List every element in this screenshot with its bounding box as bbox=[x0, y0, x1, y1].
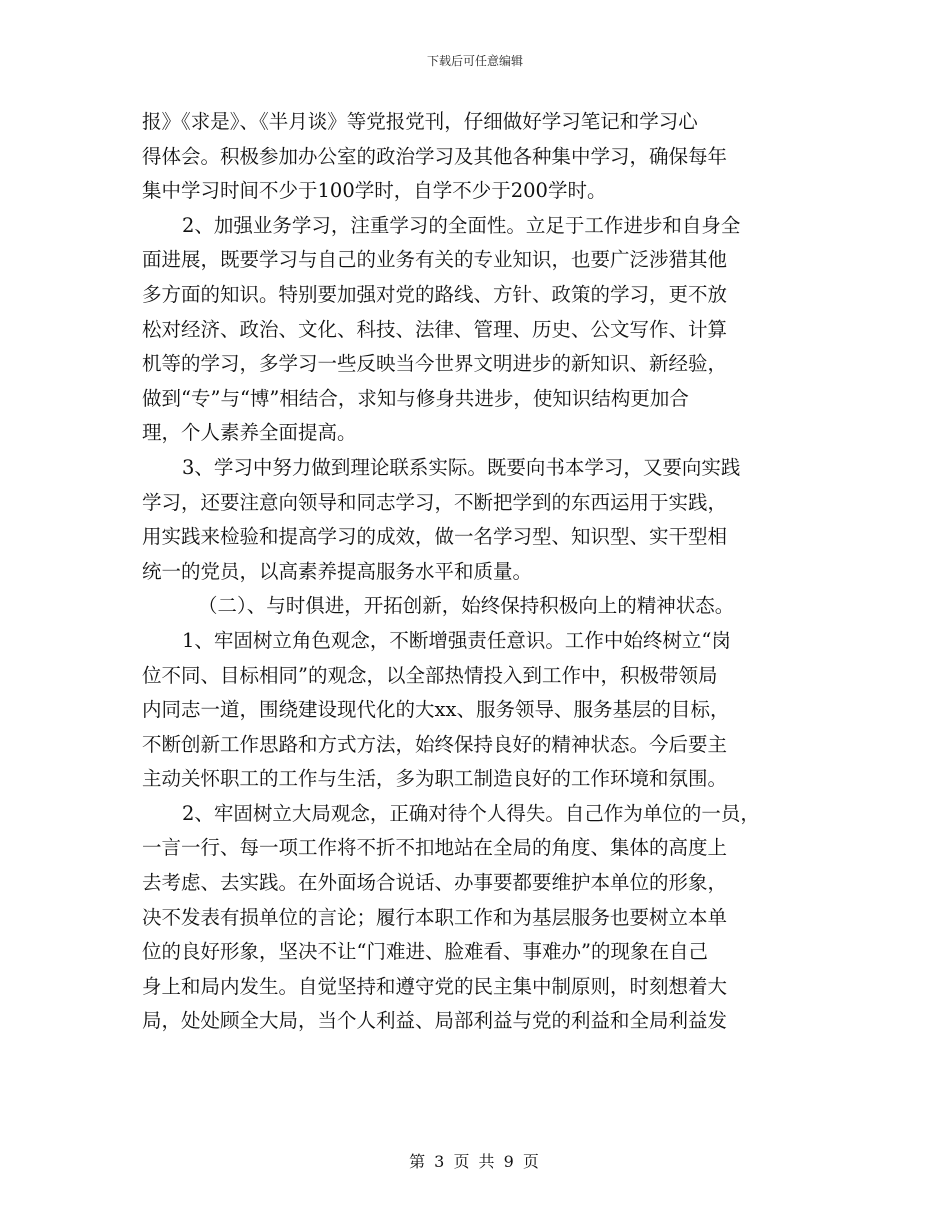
text-line: 报》《求是》、《半月谈》等党报党刊，仔细做好学习笔记和学习心 bbox=[142, 110, 698, 133]
text-line: 局，处处顾全大局，当个人利益、局部利益与党的利益和全局利益发 bbox=[142, 1009, 728, 1033]
text-line: 做到“专”与“博”相结合，求知与修身共进步，使知识结构更加合 bbox=[142, 386, 689, 410]
text-line: 位不同、目标相同”的观念，以全部热情投入到工作中，积极带领局 bbox=[142, 663, 718, 687]
text-line: 松对经济、政治、文化、科技、法律、管理、历史、公文写作、计算 bbox=[142, 317, 728, 341]
text-line: 1、牢固树立角色观念，不断增强责任意识。工作中始终树立“岗 bbox=[182, 628, 731, 652]
text-line: 理，个人素养全面提高。 bbox=[142, 421, 357, 445]
text-line: 统一的党员，以高素养提高服务水平和质量。 bbox=[142, 559, 533, 583]
text-line: 面进展，既要学习与自己的业务有关的专业知识，也要广泛涉猎其他 bbox=[142, 248, 728, 272]
text-line: 一言一行、每一项工作将不折不扣地站在全局的角度、集体的高度上 bbox=[142, 836, 728, 860]
text-line: 身上和局内发生。自觉坚持和遵守党的民主集中制原则，时刻想着大 bbox=[142, 974, 728, 998]
text-line: 位的良好形象，坚决不让“门难进、脸难看、事难办”的现象在自己 bbox=[142, 940, 708, 964]
text-line: 主动关怀职工的工作与生活，多为职工制造良好的工作环境和氛围。 bbox=[142, 767, 728, 791]
text-line: 内同志一道，围绕建设现代化的大xx、服务领导、服务基层的目标， bbox=[142, 698, 730, 722]
text-line: 不断创新工作思路和方式方法，始终保持良好的精神状态。今后要主 bbox=[142, 732, 728, 756]
text-line: 多方面的知识。特别要加强对党的路线、方针、政策的学习，更不放 bbox=[142, 282, 728, 306]
text-line: 2、加强业务学习，注重学习的全面性。立足于工作进步和自身全 bbox=[182, 213, 741, 237]
text-line: 3、学习中努力做到理论联系实际。既要向书本学习，又要向实践 bbox=[182, 455, 741, 479]
text-line: 机等的学习，多学习一些反映当今世界文明进步的新知识、新经验， bbox=[142, 352, 728, 376]
text-line: 得体会。积极参加办公室的政治学习及其他各种集中学习，确保每年 bbox=[142, 144, 728, 168]
text-line: 用实践来检验和提高学习的成效，做一名学习型、知识型、实干型相 bbox=[142, 525, 728, 549]
page-header: 下载后可任意编辑 bbox=[426, 54, 523, 68]
text-line: 去考虑、去实践。在外面场合说话、办事要都要维护本单位的形象， bbox=[142, 871, 728, 895]
section-heading: （二）、与时俱进，开拓创新，始终保持积极向上的精神状态。 bbox=[198, 594, 735, 618]
text-line: 决不发表有损单位的言论；履行本职工作和为基层服务也要树立本单 bbox=[142, 905, 728, 929]
text-line: 集中学习时间不少于100学时，自学不少于200学时。 bbox=[142, 179, 607, 203]
text-line: 学习，还要注意向领导和同志学习，不断把学到的东西运用于实践， bbox=[142, 490, 728, 514]
document-body bbox=[142, 105, 832, 1039]
page-number: 第 3 页 共 9 页 bbox=[409, 1152, 541, 1171]
text-line: 2、牢固树立大局观念，正确对待个人得失。自己作为单位的一员， bbox=[182, 801, 760, 825]
